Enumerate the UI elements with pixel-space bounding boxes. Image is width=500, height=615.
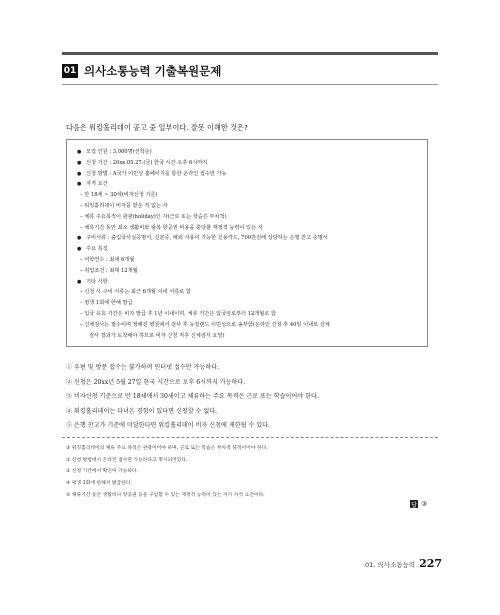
answer-options (66, 361, 319, 434)
section-header (62, 63, 221, 79)
notice-line: – 만 18세 ~ 30세(비자신청 기준) (80, 192, 158, 199)
section-title: 의사소통능력 기출복원문제 (84, 64, 222, 78)
notice-line: – 신청 시 구비 서류는 최근 6개월 이내 서류로 함 (80, 289, 191, 296)
explanation-line: ① 신청 방법에서 온라인 접수만 가능하다고 명시되어있다. (66, 457, 188, 463)
notice-line: ● 구비서류 : 출입국사실증명서, 신분증, 해외 사용이 가능한 신용카드, 700만원에 상당하는 은행 잔고 증명서 (77, 233, 427, 244)
footer-section-label: 01. 의사소통능력 (365, 561, 416, 569)
notice-line: 검사 결과가 도착해야 하므로 비자 신청 직후 신체검사 요망) (89, 332, 225, 339)
notice-line: – 평생 1회에 한해 발급 (80, 300, 133, 307)
notice-line: – 체류기간 동안 최소 생활비와 왕복 항공권 비용을 충당할 재정적 능력이 있는 자 (80, 224, 263, 231)
section-divider (62, 84, 438, 85)
option-item: ⑤ 은행 잔고가 기준에 미달한다면 워킹홀리데이 비자 신청에 제한될 수 있다. (66, 422, 270, 430)
answer-marker (410, 500, 427, 508)
option-item: ② 신청은 20xx년 5월 27일 한국 시간으로 오후 6시까지 가능하다. (66, 378, 246, 386)
option-item: ③ 비자신청 기준으로 만 18세에서 30세이고 체류하는 주요 목적은 근로 또는 학습이어야 한다. (66, 393, 319, 401)
notice-line: ● 신청 기간 : 20xx.05.27.(금) 한국 시간 오후 6시까지 (77, 158, 427, 169)
explanation-line: ③ 워킹홀리데이의 체류 주요 목적은 관광이어야 하며, 근로 또는 학습은 부차적 목적이어야 한다. (66, 446, 268, 451)
answer-value: ③ (421, 500, 428, 508)
explanation-line: ④ 평생 1회에 한해서 발급한다. (66, 481, 132, 487)
explanation-line: ⑤ 체류기간 동안 생활비나 항공권 등을 구입할 수 있는 재정적 능력이 있는 자가 자격 요건이다. (66, 492, 265, 498)
notice-line: – 어학연수 : 최대 6개월 (80, 256, 135, 263)
page-footer (365, 557, 442, 570)
notice-line: ● 모집 인원 : 3,000명(선착순) (77, 147, 427, 158)
notice-line: – 신체검사는 필수이며 정해진 병원에서 검사 후 뉴질랜드 이민성으로 송부함(온라인 신청 후 40일 이내로 신체 (80, 321, 330, 328)
section-number-badge: 01 (63, 66, 77, 76)
page-number: 227 (419, 557, 443, 570)
notice-line: – 취업조건 : 최대 12개월 (80, 267, 138, 274)
explanation-block (66, 443, 268, 502)
notice-box (66, 139, 428, 347)
option-item: ① 우편 및 방문 접수는 불가하며 인터넷 접수만 가능하다. (66, 364, 220, 371)
question-text: 다음은 워킹홀리데이 공고 중 일부이다. 잘못 이해한 것은? (66, 123, 248, 132)
notice-line: ● 신청 방법 : A국가 이민성 홈페이지를 통한 온라인 접수만 가능 (77, 169, 427, 180)
notice-line: – 워킹홀리데이 비자를 받은 적 없는 자 (80, 202, 168, 209)
explanation-line: ② 신청 기간에서 확인이 가능하다. (66, 469, 139, 475)
notice-line: ● 기타 사항 (77, 277, 427, 288)
top-rule (62, 52, 438, 55)
option-item: ④ 워킹홀리데이는 다녀온 경험이 있다면 신청할 수 없다. (66, 407, 218, 415)
explanation-divider (62, 437, 438, 438)
notice-line: ● 주요 특징 (77, 244, 427, 255)
notice-line: – 입국 유효 기간은 비자 발급 후 1년 이내이며, 체류 기간은 입국일로부터 12개월로 함 (80, 310, 276, 317)
notice-line: ● 자격 요건 (77, 179, 427, 190)
answer-icon: 답 (411, 501, 417, 509)
notice-line: – 체류 주요목적이 관광(holiday)인 자(근로 또는 학습은 부차적) (80, 213, 227, 220)
